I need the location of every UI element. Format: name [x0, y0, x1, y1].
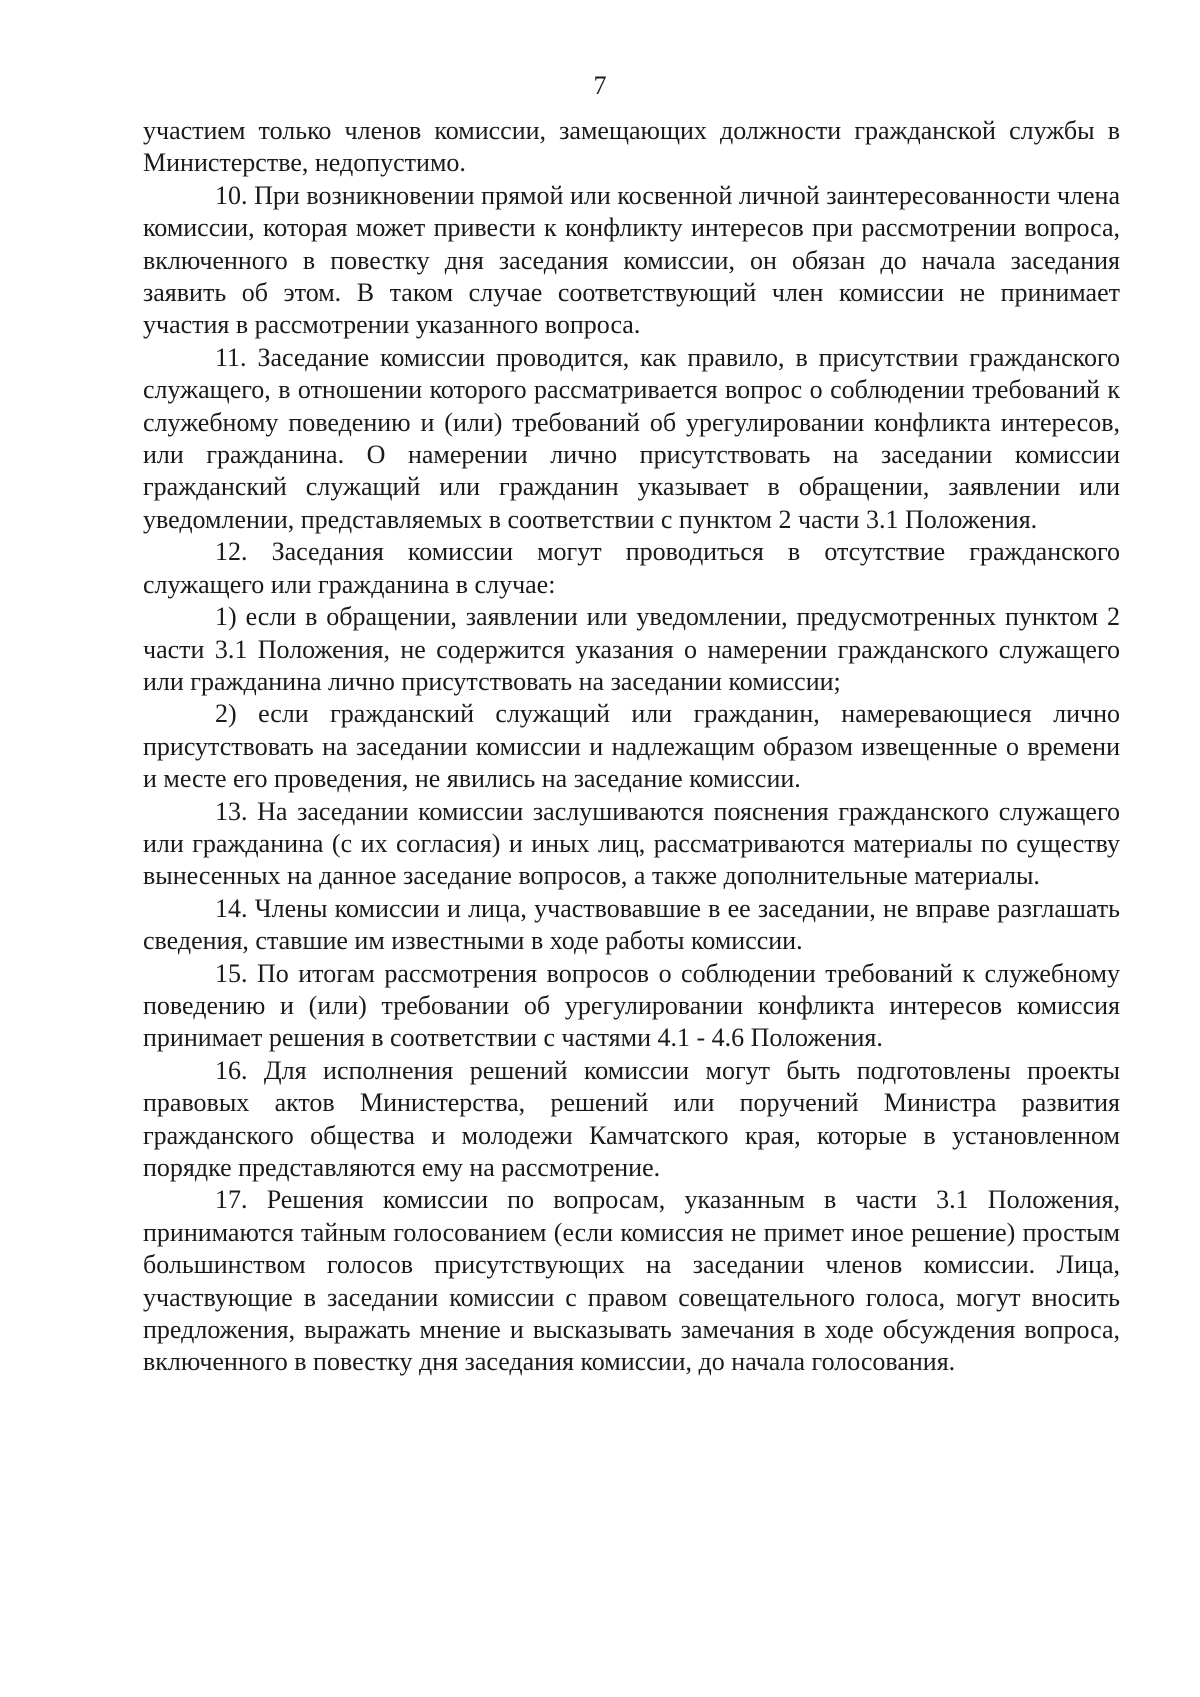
paragraph-12: 12. Заседания комиссии могут проводиться в отсутствие гражданского служащего или гражданина в случае: — [143, 537, 1120, 599]
paragraph-15: 15. По итогам рассмотрения вопросов о соблюдении требований к служебному поведению и (или) требовании об урегулировании конфликта интересов комиссия принимает решения в соответствии с частями 4.1 - 4.6 Положения. — [143, 958, 1120, 1053]
paragraph-17: 17. Решения комиссии по вопросам, указанным в части 3.1 Положения, принимаются тайным голосованием (если комиссия не примет иное решение) простым большинством голосов присутствующих на заседании членов комиссии. Лица, участвующие в заседании комиссии с правом совещательного голоса, могут вносить предложения, выражать мнение и высказывать замечания в ходе обсуждения вопроса, включенного в повестку дня заседания комиссии, до начала голосования. — [143, 1185, 1120, 1377]
paragraph-continuation: участием только членов комиссии, замещающих должности гражданской службы в Министерстве, недопустимо. — [143, 116, 1120, 178]
page-number: 7 — [593, 71, 607, 100]
paragraph-11: 11. Заседание комиссии проводится, как правило, в присутствии гражданского служащего, в отношении которого рассматривается вопрос о соблюдении требований к служебному поведению и (или) требований об урегулировании конфликта интересов, или гражданина. О намерении лично присутствовать на заседании комиссии гражданский служащий или гражданин указывает в обращении, заявлении или уведомлении, представляемых в соответствии с пунктом 2 части 3.1 Положения. — [143, 342, 1120, 534]
document-body — [143, 115, 1120, 1379]
paragraph-10: 10. При возникновении прямой или косвенной личной заинтересованности члена комиссии, которая может привести к конфликту интересов при рассмотрении вопроса, включенного в повестку дня заседания комиссии, он обязан до начала заседания заявить об этом. В таком случае соответствующий член комиссии не принимает участия в рассмотрении указанного вопроса. — [143, 180, 1120, 340]
paragraph-14: 14. Члены комиссии и лица, участвовавшие в ее заседании, не вправе разглашать сведения, ставшие им известными в ходе работы комиссии. — [143, 893, 1120, 956]
paragraph-16: 16. Для исполнения решений комиссии могут быть подготовлены проекты правовых актов Министерства, решений или поручений Министра развития гражданского общества и молодежи Камчатского края, которые в установленном порядке представляются ему на рассмотрение. — [143, 1055, 1120, 1182]
paragraph-13: 13. На заседании комиссии заслушиваются пояснения гражданского служащего или гражданина (с их согласия) и иных лиц, рассматриваются материалы по существу вынесенных на данное заседание вопросов, а также дополнительные материалы. — [143, 796, 1120, 891]
paragraph-12-item-1: 1) если в обращении, заявлении или уведомлении, предусмотренных пунктом 2 части 3.1 Положения, не содержится указания о намерении гражданского служащего или гражданина лично присутствовать на заседании комиссии; — [143, 602, 1120, 696]
paragraph-12-item-2: 2) если гражданский служащий или гражданин, намеревающиеся лично присутствовать на заседании комиссии и надлежащим образом извещенные о времени и месте его проведения, не явились на заседание комиссии. — [143, 699, 1120, 794]
